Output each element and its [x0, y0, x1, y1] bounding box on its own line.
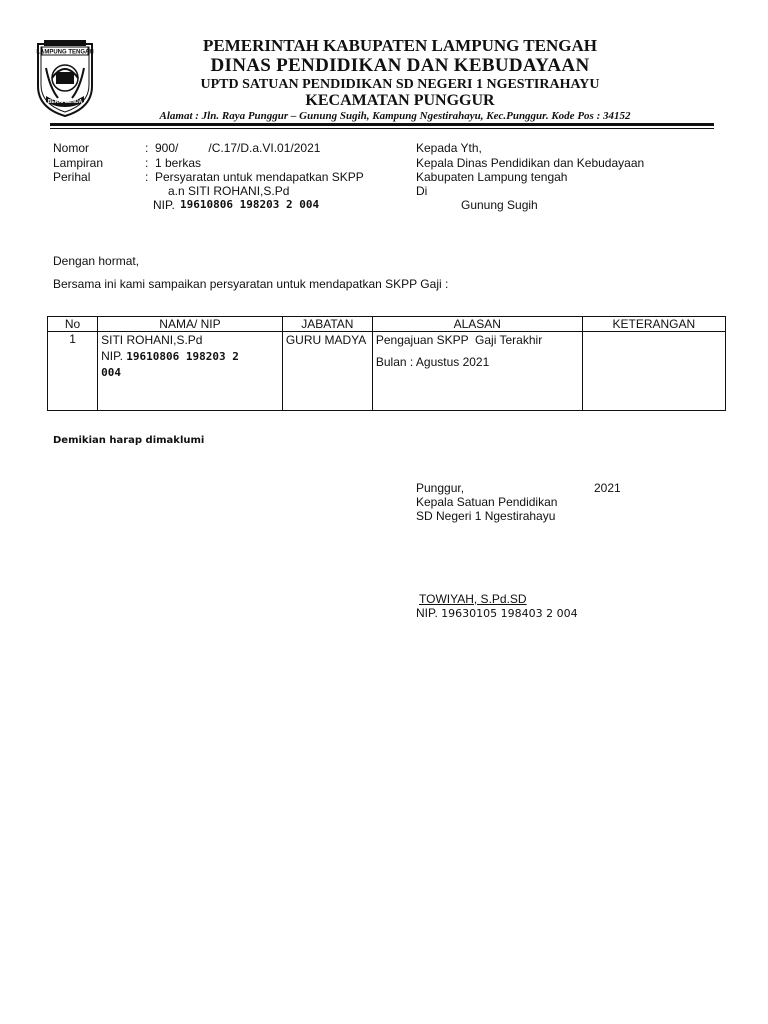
cell-jabatan-text: GURU MADYA: [285, 333, 367, 347]
cell-nama-name: SITI ROHANI,S.Pd: [101, 333, 203, 347]
recipient-line-2: Kepala Dinas Pendidikan dan Kebudayaan: [416, 156, 645, 170]
sign-place: Punggur,: [416, 481, 465, 495]
cell-nama: [98, 332, 283, 411]
recipient-line-5: Gunung Sugih: [461, 198, 538, 212]
letterhead-agency: DINAS PENDIDIKAN DAN KEBUDAYAAN: [210, 55, 590, 76]
cell-no: 1: [48, 332, 98, 411]
nomor-value: 900/ /C.17/D.a.VI.01/2021: [155, 141, 321, 155]
intro-text: Bersama ini kami sampaikan persyaratan untuk mendapatkan SKPP Gaji :: [53, 277, 449, 291]
col-header-nama: NAMA/ NIP: [98, 317, 283, 332]
regency-logo: [30, 38, 100, 118]
cell-keterangan: [582, 332, 725, 411]
perihal-an: a.n SITI ROHANI,S.Pd: [168, 184, 290, 198]
cell-nama-nip: [101, 348, 279, 365]
letterhead-district: KECAMATAN PUNGGUR: [305, 92, 495, 109]
perihal-label: Perihal: [53, 170, 91, 184]
letterhead-school: UPTD SATUAN PENDIDIKAN SD NEGERI 1 NGESTIRAHAYU: [200, 77, 600, 92]
cell-nip-value-a: 19610806 198203 2: [126, 350, 239, 363]
sign-nip-value: 19630105 198403 2 004: [441, 607, 578, 620]
table-row: [48, 332, 726, 411]
col-header-jabatan: JABATAN: [282, 317, 372, 332]
table-header-row: [48, 317, 726, 332]
col-header-no: No: [48, 317, 98, 332]
col-header-alasan: ALASAN: [372, 317, 582, 332]
perihal-nip-label: NIP.: [153, 198, 175, 212]
sign-nip-label: NIP.: [416, 606, 438, 620]
col-header-keterangan: KETERANGAN: [582, 317, 725, 332]
perihal-colon: :: [145, 170, 149, 184]
sign-title-1: Kepala Satuan Pendidikan: [416, 495, 558, 509]
logo-top-text: LAMPUNG TENGAH: [36, 49, 94, 56]
letterhead-government: PEMERINTAH KABUPATEN LAMPUNG TENGAH: [202, 36, 597, 55]
nomor-label: Nomor: [53, 141, 90, 155]
greeting: Dengan hormat,: [53, 254, 140, 268]
header-rule-thick: [50, 123, 714, 126]
logo-bottom-text: BERAI SENDA: [47, 99, 83, 105]
letterhead-address: Alamat : Jln. Raya Punggur – Gunung Sugih, Kampung Ngestirahayu, Kec.Punggur. Kode Pos : 34152: [159, 110, 631, 122]
cell-alasan-line-1: Pengajuan SKPP Gaji Terakhir: [375, 333, 543, 347]
recipient-line-3: Kabupaten Lampung tengah: [416, 170, 568, 184]
cell-alasan: [372, 332, 582, 411]
nomor-colon: :: [145, 141, 149, 155]
sign-name: TOWIYAH, S.Pd.SD: [419, 592, 527, 606]
lampiran-colon: :: [145, 156, 149, 170]
header-rule-thin: [50, 128, 714, 129]
perihal-value: Persyaratan untuk mendapatkan SKPP: [155, 170, 364, 184]
recipient-line-4: Di: [416, 184, 428, 198]
sign-nip: [416, 605, 578, 622]
sign-year: 2021: [594, 481, 621, 495]
lampiran-label: Lampiran: [53, 156, 104, 170]
closing-text: Demikian harap dimaklumi: [53, 435, 205, 446]
perihal-nip: 19610806 198203 2 004: [180, 198, 320, 211]
lampiran-value: 1 berkas: [155, 156, 202, 170]
sign-title-2: SD Negeri 1 Ngestirahayu: [416, 509, 556, 523]
cell-jabatan: [282, 332, 372, 411]
recipient-line-1: Kepada Yth,: [416, 141, 482, 155]
cell-nip-label: NIP.: [101, 349, 123, 363]
cell-alasan-line-2: Bulan : Agustus 2021: [375, 355, 490, 369]
requirements-table: [47, 316, 726, 411]
cell-nip-value-b: 004: [101, 366, 121, 379]
